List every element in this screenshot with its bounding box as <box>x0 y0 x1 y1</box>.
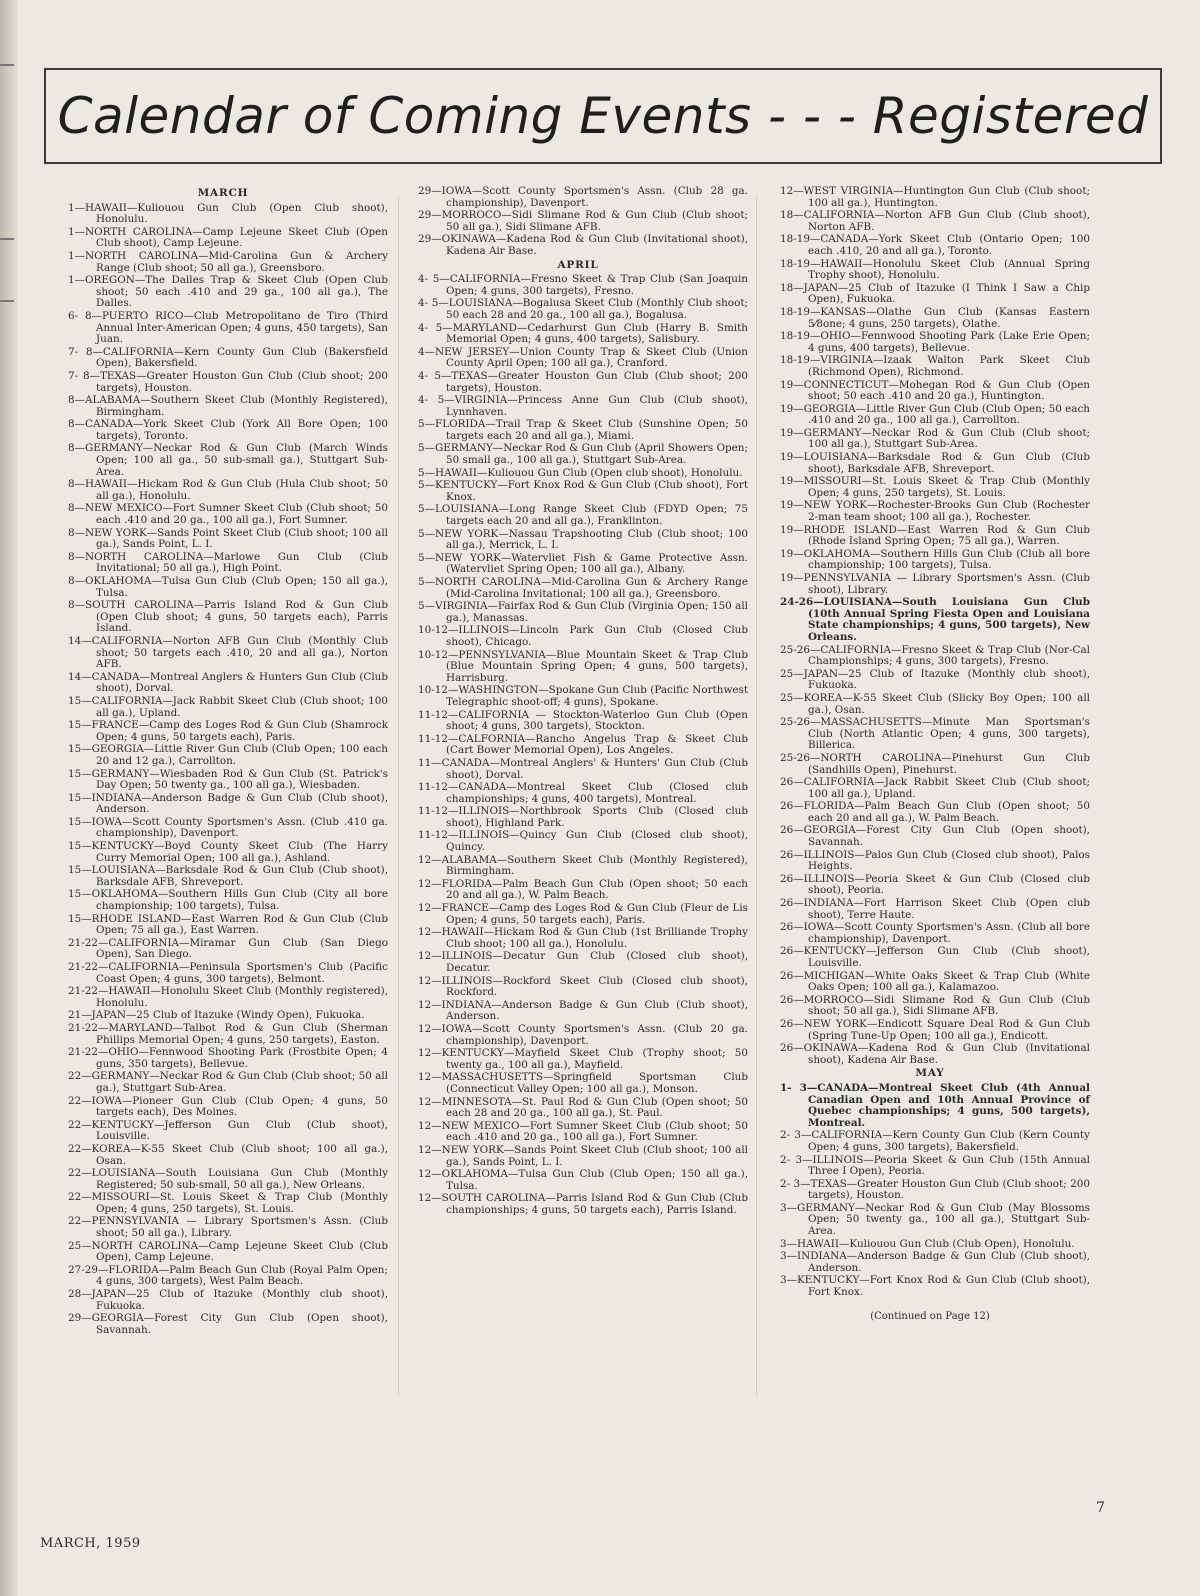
event-entry: 24-26—LOUISIANA—South Louisiana Gun Club (10th Annual Spring Fiesta Open and Louisiana State championships; 4 guns, 500 targets), New Orleans. <box>780 596 1090 643</box>
event-entry: 4- 5—MARYLAND—Cedarhurst Gun Club (Harry B. Smith Memorial Open; 4 guns, 400 targets), Salisbury. <box>418 321 748 346</box>
event-entry: 10-12—WASHINGTON—Spokane Gun Club (Pacific Northwest Telegraphic shoot-off; 4 guns), Spokane. <box>418 684 748 708</box>
month-heading: MAY <box>915 1067 945 1080</box>
event-entry: 21-22—CALIFORNIA—Miramar Gun Club (San Diego Open), San Diego. <box>68 936 388 961</box>
event-entry: 27-29—FLORIDA—Palm Beach Gun Club (Royal Palm Open; 4 guns, 300 targets), West Palm Beach. <box>68 1263 388 1288</box>
event-entry: 2- 3—CALIFORNIA—Kern County Gun Club (Kern County Open; 4 guns, 300 targets), Bakersfield. <box>780 1129 1090 1153</box>
event-entry: 26—IOWA—Scott County Sportsmen's Assn. (Club all bore championship), Davenport. <box>780 921 1090 945</box>
event-entry: 19—GERMANY—Neckar Rod & Gun Club (Club shoot; 100 all ga.), Stuttgart Sub-Area. <box>780 426 1090 451</box>
event-entry: 8—HAWAII—Hickam Rod & Gun Club (Hula Club shoot; 50 all ga.), Honolulu. <box>68 478 388 502</box>
event-entry: 15—GERMANY—Wiesbaden Rod & Gun Club (St. Patrick's Day Open; 50 twenty ga., 100 all ga.), Wiesbaden. <box>68 767 388 792</box>
event-entry: 26—KENTUCKY—Jefferson Gun Club (Club shoot), Louisville. <box>780 945 1090 969</box>
event-entry: 21—JAPAN—25 Club of Itazuke (Windy Open), Fukuoka. <box>68 1009 365 1022</box>
event-entry: 3—GERMANY—Neckar Rod & Gun Club (May Blossoms Open; 50 twenty ga., 100 all ga.), Stuttgart Sub-Area. <box>780 1201 1090 1238</box>
event-entry: 15—FRANCE—Camp des Loges Rod & Gun Club (Shamrock Open; 4 guns, 50 targets each), Paris. <box>68 719 388 743</box>
event-entry: 11—CANADA—Montreal Anglers' & Hunters' Gun Club (Club shoot), Dorval. <box>418 756 748 781</box>
event-entry: 19—MISSOURI—St. Louis Skeet & Trap Club (Monthly Open; 4 guns, 250 targets), St. Louis. <box>780 475 1090 499</box>
event-entry: 28—JAPAN—25 Club of Itazuke (Monthly club shoot), Fukuoka. <box>68 1288 388 1312</box>
event-entry: 15—GEORGIA—Little River Gun Club (Club Open; 100 each 20 and 12 ga.), Carrollton. <box>68 743 388 767</box>
event-entry: 22—KOREA—K-55 Skeet Club (Club shoot; 100 all ga.), Osan. <box>68 1142 388 1167</box>
event-entry: 5—FLORIDA—Trail Trap & Skeet Club (Sunshine Open; 50 targets each 20 and all ga.), Miami. <box>418 418 748 442</box>
event-entry: 11-12—CANADA—Montreal Skeet Club (Closed club championships; 4 guns, 400 targets), Montreal. <box>418 781 748 805</box>
event-entry: 21-22—OHIO—Fennwood Shooting Park (Frostbite Open; 4 guns, 350 targets), Bellevue. <box>68 1046 388 1070</box>
event-entry: 5—NEW YORK—Watervliet Fish & Game Protective Assn. (Watervliet Spring Open; 100 all ga.), Albany. <box>418 551 748 576</box>
event-entry: 1- 3—CANADA—Montreal Skeet Club (4th Annual Canadian Open and 10th Annual Province of Quebec championships; 4 guns, 500 targets), Montreal. <box>780 1081 1090 1129</box>
event-entry: 18—JAPAN—25 Club of Itazuke (I Think I Saw a Chip Open), Fukuoka. <box>780 281 1090 306</box>
event-entry: 14—CANADA—Montreal Anglers & Hunters Gun Club (Club shoot), Dorval. <box>68 670 388 695</box>
page-title: Calendar of Coming Events - - - Registered <box>57 87 1149 145</box>
event-entry: 12—SOUTH CAROLINA—Parris Island Rod & Gun Club (Club championships; 4 guns, 50 targets each), Parris Island. <box>418 1192 748 1216</box>
event-entry: 18-19—KANSAS—Olathe Gun Club (Kansas Eastern 5⁄8one; 4 guns, 250 targets), Olathe. <box>780 305 1090 330</box>
event-entry: 12—IOWA—Scott County Sportsmen's Assn. (Club 20 ga. championship), Davenport. <box>418 1022 748 1047</box>
event-entry: 5—KENTUCKY—Fort Knox Rod & Gun Club (Club shoot), Fort Knox. <box>418 479 748 503</box>
continued-note: (Continued on Page 12) <box>870 1310 990 1322</box>
month-heading: MARCH <box>197 187 249 199</box>
event-entry: 12—INDIANA—Anderson Badge & Gun Club (Club shoot), Anderson. <box>418 998 748 1023</box>
event-entry: 26—CALIFORNIA—Jack Rabbit Skeet Club (Club shoot; 100 all ga.), Upland. <box>780 776 1090 800</box>
event-entry: 8—OKLAHOMA—Tulsa Gun Club (Club Open; 150 all ga.), Tulsa. <box>68 575 388 599</box>
event-entry: 3—KENTUCKY—Fort Knox Rod & Gun Club (Club shoot), Fort Knox. <box>780 1274 1090 1299</box>
gutter-mark <box>0 64 14 66</box>
event-entry: 12—ALABAMA—Southern Skeet Club (Monthly Registered), Birmingham. <box>418 853 748 878</box>
event-entry: 10-12—PENNSYLVANIA—Blue Mountain Skeet & Trap Club (Blue Mountain Spring Open; 4 guns, 500 targets), Harrisburg. <box>418 648 748 684</box>
event-entry: 26—GEORGIA—Forest City Gun Club (Open shoot), Savannah. <box>780 824 1090 849</box>
event-entry: 15—KENTUCKY—Boyd County Skeet Club (The Harry Curry Memorial Open; 100 all ga.), Ashland. <box>68 840 388 864</box>
binding-gutter <box>0 0 18 1596</box>
month-heading: APRIL <box>557 258 599 271</box>
event-entry: 26—OKINAWA—Kadena Rod & Gun Club (Invitational shoot), Kadena Air Base. <box>780 1042 1090 1066</box>
event-entry: 22—MISSOURI—St. Louis Skeet & Trap Club (Monthly Open; 4 guns, 250 targets), St. Louis. <box>68 1191 388 1215</box>
event-entry: 12—FRANCE—Camp des Loges Rod & Gun Club (Fleur de Lis Open; 4 guns, 50 targets each), Paris. <box>418 902 748 926</box>
event-entry: 8—GERMANY—Neckar Rod & Gun Club (March Winds Open; 100 all ga., 50 sub-small ga.), Stuttgart Sub-Area. <box>68 442 388 478</box>
event-entry: 12—KENTUCKY—Mayfield Skeet Club (Trophy shoot; 50 twenty ga., 100 all ga.), Mayfield. <box>418 1047 748 1071</box>
event-entry: 5—LOUISIANA—Long Range Skeet Club (FDYD Open; 75 targets each 20 and all ga.), Franklinton. <box>418 503 748 528</box>
event-entry: 21-22—CALIFORNIA—Peninsula Sportsmen's Club (Pacific Coast Open; 4 guns, 300 targets), Belmont. <box>68 961 388 985</box>
event-entry: 8—ALABAMA—Southern Skeet Club (Monthly Registered), Birmingham. <box>68 394 388 418</box>
event-entry: 25—NORTH CAROLINA—Camp Lejeune Skeet Club (Club Open), Camp Lejeune. <box>68 1239 388 1264</box>
event-entry: 4- 5—CALIFORNIA—Fresno Skeet & Trap Club (San Joaquin Open; 4 guns, 300 targets), Fresno. <box>418 273 748 297</box>
event-entry: 8—CANADA—York Skeet Club (York All Bore Open; 100 targets), Toronto. <box>68 418 388 442</box>
page-number: 7 <box>1096 1500 1105 1516</box>
event-entry: 15—OKLAHOMA—Southern Hills Gun Club (City all bore championship; 100 targets), Tulsa. <box>68 888 388 913</box>
event-entry: 12—OKLAHOMA—Tulsa Gun Club (Club Open; 150 all ga.), Tulsa. <box>418 1168 748 1192</box>
column-divider <box>756 196 757 1396</box>
event-entry: 26—FLORIDA—Palm Beach Gun Club (Open shoot; 50 each 20 and all ga.), W. Palm Beach. <box>780 800 1090 824</box>
event-entry: 25—JAPAN—25 Club of Itazuke (Monthly club shoot), Fukuoka. <box>780 667 1090 692</box>
event-entry: 26—INDIANA—Fort Harrison Skeet Club (Open club shoot), Terre Haute. <box>780 897 1090 921</box>
event-entry: 19—RHODE ISLAND—East Warren Rod & Gun Club (Rhode Island Spring Open; 75 all ga.), Warren. <box>780 523 1090 548</box>
event-entry: 10-12—ILLINOIS—Lincoln Park Gun Club (Closed Club shoot), Chicago. <box>418 624 748 648</box>
event-entry: 12—NEW YORK—Sands Point Skeet Club (Club shoot; 100 all ga.), Sands Point, L. I. <box>418 1143 748 1168</box>
event-entry: 15—LOUISIANA—Barksdale Rod & Gun Club (Club shoot), Barksdale AFB, Shreveport. <box>68 864 388 888</box>
event-entry: 21-22—MARYLAND—Talbot Rod & Gun Club (Sherman Phillips Memorial Open; 4 guns, 250 targets), Easton. <box>68 1021 388 1046</box>
event-entry: 11-12—CALIFORNIA — Stockton-Waterloo Gun Club (Open shoot; 4 guns, 300 targets), Stockton. <box>418 708 748 733</box>
event-entry: 7- 8—TEXAS—Greater Houston Gun Club (Club shoot; 200 targets), Houston. <box>68 369 388 394</box>
event-entry: 29—OKINAWA—Kadena Rod & Gun Club (Invitational shoot), Kadena Air Base. <box>418 233 748 257</box>
event-entry: 8—SOUTH CAROLINA—Parris Island Rod & Gun Club (Open Club shoot; 4 guns, 50 targets each), Parris Island. <box>68 599 388 635</box>
event-entry: 22—GERMANY—Neckar Rod & Gun Club (Club shoot; 50 all ga.), Stuttgart Sub-Area. <box>68 1070 388 1094</box>
event-entry: 29—IOWA—Scott County Sportsmen's Assn. (Club 28 ga. championship), Davenport. <box>418 185 748 209</box>
event-entry: 12—ILLINOIS—Rockford Skeet Club (Closed club shoot), Rockford. <box>418 974 748 999</box>
event-entry: 5—HAWAII—Kuliouou Gun Club (Open club shoot), Honolulu. <box>418 466 743 479</box>
event-entry: 7- 8—CALIFORNIA—Kern County Gun Club (Bakersfield Open), Bakersfield. <box>68 345 388 370</box>
gutter-mark <box>0 238 14 240</box>
event-entry: 26—ILLINOIS—Peoria Skeet & Gun Club (Closed club shoot), Peoria. <box>780 872 1090 897</box>
event-entry: 19—CONNECTICUT—Mohegan Rod & Gun Club (Open shoot; 50 each .410 and 20 ga.), Huntington. <box>780 378 1090 403</box>
event-entry: 8—NORTH CAROLINA—Marlowe Gun Club (Club Invitational; 50 all ga.), High Point. <box>68 550 388 575</box>
event-entry: 12—HAWAII—Hickam Rod & Gun Club (1st Brilliande Trophy Club shoot; 100 all ga.), Honolulu. <box>418 926 748 950</box>
event-entry: 29—MORROCO—Sidi Slimane Rod & Gun Club (Club shoot; 50 all ga.), Sidi Slimane AFB. <box>418 209 748 233</box>
event-entry: 6- 8—PUERTO RICO—Club Metropolitano de Tiro (Third Annual Inter-American Open; 4 guns, 450 targets), San Juan. <box>68 309 388 346</box>
event-entry: 1—NORTH CAROLINA—Camp Lejeune Skeet Club (Open Club shoot), Camp Lejeune. <box>68 225 388 250</box>
event-entry: 1—NORTH CAROLINA—Mid-Carolina Gun & Archery Range (Club shoot; 50 all ga.), Greensboro. <box>68 249 388 274</box>
event-entry: 8—NEW YORK—Sands Point Skeet Club (Club shoot; 100 all ga.), Sands Point, L. I. <box>68 526 388 551</box>
event-entry: 5—NEW YORK—Nassau Trapshooting Club (Club shoot; 100 all ga.), Merrick, L. I. <box>418 527 748 552</box>
event-entry: 5—GERMANY—Neckar Rod & Gun Club (April Showers Open; 50 small ga., 100 all ga.), Stuttgart Sub-Area. <box>418 442 748 467</box>
event-entry: 15—CALIFORNIA—Jack Rabbit Skeet Club (Club shoot; 100 all ga.), Upland. <box>68 694 388 719</box>
event-entry: 4- 5—VIRGINIA—Princess Anne Gun Club (Club shoot), Lynnhaven. <box>418 394 748 418</box>
event-entry: 25-26—NORTH CAROLINA—Pinehurst Gun Club (Sandhills Open), Pinehurst. <box>780 751 1090 776</box>
gutter-mark <box>0 300 14 302</box>
issue-date-footer: MARCH, 1959 <box>40 1536 141 1551</box>
event-entry: 22—PENNSYLVANIA — Library Sportsmen's Assn. (Club shoot; 50 all ga.), Library. <box>68 1215 388 1240</box>
event-entry: 19—NEW YORK—Rochester-Brooks Gun Club (Rochester 2-man team shoot; 100 all ga.), Rochester. <box>780 499 1090 524</box>
event-entry: 18—CALIFORNIA—Norton AFB Gun Club (Club shoot), Norton AFB. <box>780 209 1090 233</box>
event-entry: 25—KOREA—K-55 Skeet Club (Slicky Boy Open; 100 all ga.), Osan. <box>780 691 1090 716</box>
calendar-column-3 <box>770 186 1090 1322</box>
event-entry: 15—INDIANA—Anderson Badge & Gun Club (Club shoot), Anderson. <box>68 791 388 816</box>
event-entry: 22—LOUISIANA—South Louisiana Gun Club (Monthly Registered; 50 sub-small, 50 all ga.), New Orleans. <box>68 1167 388 1191</box>
event-entry: 22—KENTUCKY—Jefferson Gun Club (Club shoot), Louisville. <box>68 1118 388 1143</box>
event-entry: 19—OKLAHOMA—Southern Hills Gun Club (Club all bore championship; 100 targets), Tulsa. <box>780 547 1090 572</box>
event-entry: 11-12—ILLINOIS—Northbrook Sports Club (Closed club shoot), Highland Park. <box>418 805 748 829</box>
event-entry: 26—MORROCO—Sidi Slimane Rod & Gun Club (Club shoot; 50 all ga.), Sidi Slimane AFB. <box>780 993 1090 1018</box>
event-entry: 3—INDIANA—Anderson Badge & Gun Club (Club shoot), Anderson. <box>780 1250 1090 1274</box>
event-entry: 2- 3—TEXAS—Greater Houston Gun Club (Club shoot; 200 targets), Houston. <box>780 1177 1090 1202</box>
event-entry: 1—HAWAII—Kuliouou Gun Club (Open Club shoot), Honolulu. <box>68 201 388 226</box>
event-entry: 12—ILLINOIS—Decatur Gun Club (Closed club shoot), Decatur. <box>418 950 748 974</box>
event-entry: 15—RHODE ISLAND—East Warren Rod & Gun Club (Club Open; 75 all ga.), East Warren. <box>68 912 388 937</box>
event-entry: 26—MICHIGAN—White Oaks Skeet & Trap Club (White Oaks Open; 100 all ga.), Kalamazoo. <box>780 969 1090 994</box>
event-entry: 19—GEORGIA—Little River Gun Club (Club Open; 50 each .410 and 20 ga., 100 all ga.), Carrollton. <box>780 402 1090 427</box>
event-entry: 1—OREGON—The Dalles Trap & Skeet Club (Open Club shoot; 50 each .410 and 29 ga., 100 all ga.), The Dalles. <box>68 274 388 310</box>
event-entry: 19—LOUISIANA—Barksdale Rod & Gun Club (Club shoot), Barksdale AFB, Shreveport. <box>780 451 1090 475</box>
event-entry: 21-22—HAWAII—Honolulu Skeet Club (Monthly registered), Honolulu. <box>68 985 388 1009</box>
event-entry: 22—IOWA—Pioneer Gun Club (Club Open; 4 guns, 50 targets each), Des Moines. <box>68 1094 388 1119</box>
event-entry: 25-26—MASSACHUSETTS—Minute Man Sportsman's Club (North Atlantic Open; 4 guns, 300 targets), Billerica. <box>780 716 1090 752</box>
event-entry: 29—GEORGIA—Forest City Gun Club (Open shoot), Savannah. <box>68 1312 388 1336</box>
event-entry: 18-19—HAWAII—Honolulu Skeet Club (Annual Spring Trophy shoot), Honolulu. <box>780 257 1090 282</box>
calendar-column-1 <box>58 186 388 1337</box>
event-entry: 25-26—CALIFORNIA—Fresno Skeet & Trap Club (Nor-Cal Championships; 4 guns, 300 targets), Fresno. <box>780 643 1090 668</box>
event-entry: 14—CALIFORNIA—Norton AFB Gun Club (Monthly Club shoot; 50 targets each .410, 20 and all ga.), Norton AFB. <box>68 634 388 671</box>
calendar-column-2 <box>408 186 748 1217</box>
event-entry: 12—NEW MEXICO—Fort Sumner Skeet Club (Club shoot; 50 each .410 and 20 ga., 100 all ga.), Fort Sumner. <box>418 1119 748 1144</box>
event-entry: 18-19—OHIO—Fennwood Shooting Park (Lake Erie Open; 4 guns, 400 targets), Bellevue. <box>780 330 1090 354</box>
event-entry: 12—MINNESOTA—St. Paul Rod & Gun Club (Open shoot; 50 each 28 and 20 ga., 100 all ga.), St. Paul. <box>418 1095 748 1120</box>
event-entry: 12—MASSACHUSETTS—Springfield Sportsman Club (Connecticut Valley Open; 100 all ga.), Monson. <box>418 1071 748 1095</box>
event-entry: 18-19—CANADA—York Skeet Club (Ontario Open; 100 each .410, 20 and all ga.), Toronto. <box>780 233 1090 257</box>
event-entry: 5—VIRGINIA—Fairfax Rod & Gun Club (Virginia Open; 150 all ga.), Manassas. <box>418 600 748 624</box>
title-banner <box>44 68 1162 164</box>
column-divider <box>398 196 399 1396</box>
event-entry: 4- 5—LOUISIANA—Bogalusa Skeet Club (Monthly Club shoot; 50 each 28 and 20 ga., 100 all ga.), Bogalusa. <box>418 297 748 321</box>
event-entry: 2- 3—ILLINOIS—Peoria Skeet & Gun Club (15th Annual Three I Open), Peoria. <box>780 1153 1090 1178</box>
event-entry: 4—NEW JERSEY—Union County Trap & Skeet Club (Union County April Open; 100 all ga.), Cranford. <box>418 345 748 370</box>
event-entry: 11-12—CALFORNIA—Rancho Angelus Trap & Skeet Club (Cart Bower Memorial Open), Los Angeles. <box>418 732 748 757</box>
event-entry: 3—HAWAII—Kuliouou Gun Club (Club Open), Honolulu. <box>780 1237 1075 1250</box>
event-entry: 26—NEW YORK—Endicott Square Deal Rod & Gun Club (Spring Tune-Up Open; 100 all ga.), Endicott. <box>780 1017 1090 1042</box>
event-entry: 19—PENNSYLVANIA — Library Sportsmen's Assn. (Club shoot), Library. <box>780 572 1090 596</box>
event-entry: 12—WEST VIRGINIA—Huntington Gun Club (Club shoot; 100 all ga.), Huntington. <box>780 185 1090 209</box>
event-entry: 5—NORTH CAROLINA—Mid-Carolina Gun & Archery Range (Mid-Carolina Invitational; 100 all ga.), Greensboro. <box>418 576 748 600</box>
event-entry: 8—NEW MEXICO—Fort Sumner Skeet Club (Club shoot; 50 each .410 and 20 ga., 100 all ga.), Fort Sumner. <box>68 502 388 527</box>
event-entry: 11-12—ILLINOIS—Quincy Gun Club (Closed club shoot), Quincy. <box>418 829 748 854</box>
event-entry: 26—ILLINOIS—Palos Gun Club (Closed club shoot), Palos Heights. <box>780 848 1090 873</box>
event-entry: 18-19—VIRGINIA—Izaak Walton Park Skeet Club (Richmond Open), Richmond. <box>780 354 1090 378</box>
event-entry: 15—IOWA—Scott County Sportsmen's Assn. (Club .410 ga. championship), Davenport. <box>68 815 388 840</box>
event-entry: 4- 5—TEXAS—Greater Houston Gun Club (Club shoot; 200 targets), Houston. <box>418 369 748 394</box>
event-entry: 12—FLORIDA—Palm Beach Gun Club (Open shoot; 50 each 20 and all ga.), W. Palm Beach. <box>418 877 748 902</box>
